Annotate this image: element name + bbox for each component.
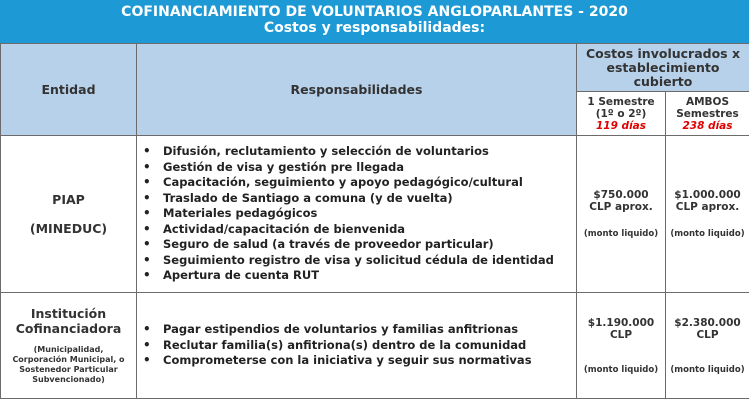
cost-one-semester-piap	[577, 136, 666, 293]
both-semesters-days: 238 días	[682, 119, 733, 132]
cost-amount: $2.380.000	[674, 316, 741, 329]
title-main: COFINANCIAMIENTO DE VOLUNTARIOS ANGLOPARLANTES - 2020	[121, 4, 628, 20]
list-item: • Pagar estipendios de voluntarios y familias anfitrionas	[163, 322, 576, 338]
list-item: • Seguimiento registro de visa y solicitud cédula de identidad	[163, 253, 576, 269]
entity-piap	[1, 136, 137, 293]
list-item: • Seguro de salud (a través de proveedor particular)	[163, 237, 576, 253]
entity-cofinancing-name-2: Cofinanciadora	[15, 321, 122, 336]
both-semesters-label: AMBOS	[685, 95, 730, 108]
table-row-cofinancing	[1, 293, 749, 399]
cost-amount: $750.000	[593, 189, 649, 201]
responsibilities-cofinancing	[137, 293, 577, 399]
one-semester-qualifier: (1º o 2º)	[595, 107, 647, 120]
list-item: • Materiales pedagógicos	[163, 206, 576, 222]
list-item: • Capacitación, seguimiento y apoyo pedagógico/cultural	[163, 175, 576, 191]
entity-piap-name: PIAP	[52, 192, 85, 207]
entity-piap-sub: (MINEDUC)	[29, 221, 108, 236]
cost-amount: $1.000.000	[674, 189, 741, 201]
cost-note: (monto liquido)	[670, 229, 745, 239]
header-row-top	[1, 44, 749, 92]
cost-unit: CLP aprox.	[589, 201, 653, 213]
list-item: • Apertura de cuenta RUT	[163, 268, 576, 284]
entity-cofinancing-detail-1: (Municipalidad,	[33, 345, 104, 354]
responsibility-list-cofinancing	[137, 322, 576, 369]
entity-cofinancing-detail-3: Sostenedor Particular	[19, 365, 118, 374]
header-one-semester	[577, 92, 666, 136]
title-bar	[0, 0, 749, 43]
table-row-piap	[1, 136, 749, 293]
entity-cofinancing-name-1: Institución	[30, 306, 107, 321]
cost-unit: CLP	[609, 328, 633, 341]
responsibilities-table	[0, 43, 749, 399]
responsibilities-piap	[137, 136, 577, 293]
cost-unit: CLP aprox.	[675, 201, 740, 213]
list-item: • Gestión de visa y gestión pre llegada	[163, 160, 576, 176]
entity-cofinancing-detail-4: Subvencionado)	[32, 375, 105, 384]
entity-cofinancing	[1, 293, 137, 399]
title-subtitle: Costos y responsabilidades:	[263, 20, 486, 36]
both-semesters-label-2: Semestres	[676, 107, 739, 120]
header-responsibilities: Responsabilidades	[137, 44, 577, 136]
cost-amount: $1.190.000	[587, 316, 655, 329]
list-item: • Actividad/capacitación de bienvenida	[163, 222, 576, 238]
cost-both-semesters-piap	[666, 136, 749, 293]
cost-both-semesters-cofinancing	[666, 293, 749, 399]
header-both-semesters	[666, 92, 749, 136]
entity-cofinancing-detail-2: Corporación Municipal, o	[12, 355, 125, 364]
list-item: • Comprometerse con la iniciativa y seguir sus normativas	[163, 353, 576, 369]
list-item: • Reclutar familia(s) anfitriona(s) dentro de la comunidad	[163, 338, 576, 354]
cost-note: (monto liquido)	[670, 364, 745, 375]
cost-note: (monto liquido)	[583, 229, 659, 239]
cost-unit: CLP	[696, 328, 719, 341]
header-entity: Entidad	[1, 44, 137, 136]
cost-one-semester-cofinancing	[577, 293, 666, 399]
responsibility-list-piap	[137, 144, 576, 284]
list-item: • Difusión, reclutamiento y selección de voluntarios	[163, 144, 576, 160]
list-item: • Traslado de Santiago a comuna (y de vuelta)	[163, 191, 576, 207]
cost-note: (monto liquido)	[583, 364, 659, 375]
one-semester-label: 1 Semestre	[587, 95, 655, 108]
one-semester-days: 119 días	[595, 119, 647, 132]
header-costs: Costos involucrados x establecimiento cubierto	[577, 44, 749, 92]
